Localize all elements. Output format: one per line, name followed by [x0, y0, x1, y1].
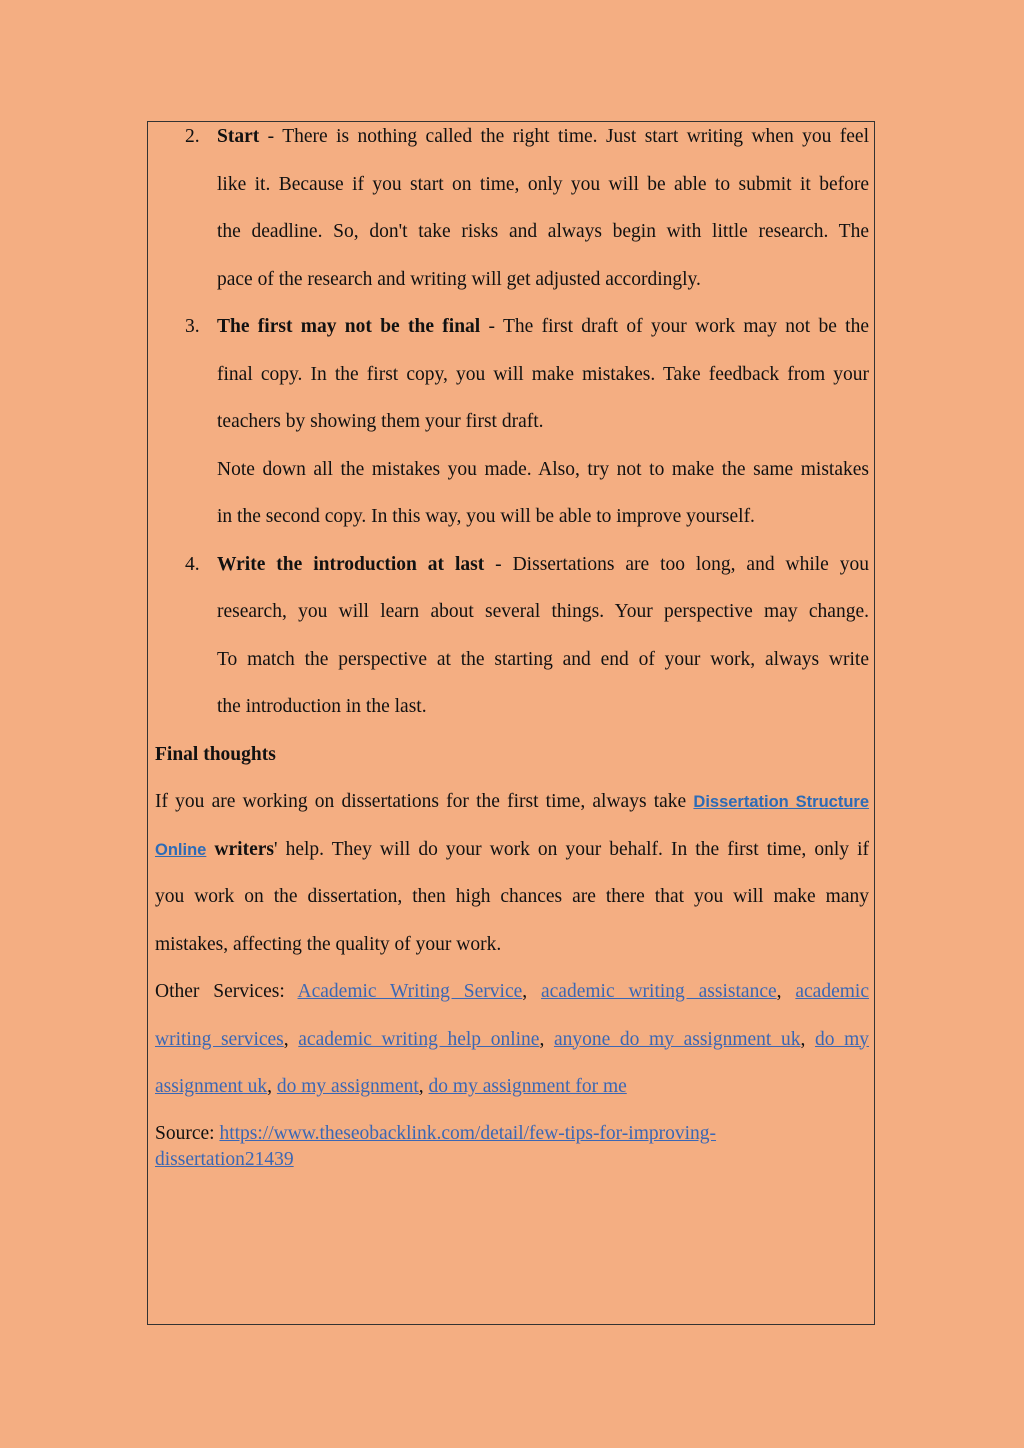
- service-link[interactable]: Academic Writing Service: [297, 981, 523, 1002]
- service-link[interactable]: anyone do my assignment uk: [553, 1028, 801, 1050]
- paragraph-line: Note down all the mistakes you made. Also, try not to make the same mistakes: [217, 458, 869, 480]
- bold-word: writers: [206, 838, 274, 860]
- section-heading: Final thoughts: [155, 743, 276, 765]
- paragraph-line: in the second copy. In this way, you will be able to improve yourself.: [217, 506, 755, 527]
- list-item-introduction: [155, 541, 869, 589]
- list-number: 3.: [185, 316, 200, 337]
- list-item-title: Start: [217, 126, 260, 147]
- other-services-label: Other Services:: [155, 981, 298, 1002]
- list-number: 4.: [185, 553, 200, 575]
- source-link-continued[interactable]: dissertation21439: [155, 1148, 294, 1170]
- paragraph-line: like it. Because if you start on time, only you will be able to submit it before: [217, 173, 869, 195]
- paragraph-line: research, you will learn about several things. Your perspective may change.: [217, 601, 869, 622]
- other-services-line: writing services, academic writing help online, anyone do my assignment uk, do my: [155, 1028, 870, 1050]
- service-link[interactable]: do my assignment: [276, 1076, 419, 1097]
- paragraph-line: the introduction in the last.: [217, 696, 427, 717]
- paragraph-line: you work on the dissertation, then high chances are there that you will make many: [155, 886, 869, 907]
- service-link[interactable]: assignment uk: [155, 1076, 268, 1097]
- list-item-title: The first may not be the final: [217, 316, 481, 337]
- paragraph-line: - There is nothing called the right time. Just start writing when you feel: [259, 126, 869, 147]
- list-item-start: [155, 113, 869, 161]
- paragraph-line: the deadline. So, don't take risks and always begin with little research. The: [217, 221, 869, 242]
- service-link[interactable]: academic writing assistance: [541, 981, 777, 1002]
- paragraph-line: final copy. In the first copy, you will make mistakes. Take feedback from your: [217, 363, 869, 385]
- document-body: [155, 113, 869, 1173]
- list-number: 2.: [185, 126, 200, 147]
- service-link[interactable]: academic: [795, 981, 869, 1002]
- dissertation-structure-link-continued[interactable]: Online: [155, 840, 207, 859]
- paragraph-line: To match the perspective at the starting and end of your work, always write: [217, 648, 869, 670]
- service-link[interactable]: do my assignment for me: [428, 1076, 627, 1097]
- paragraph-line: Online writers' help. They will do your work on your behalf. In the first time, only if: [155, 838, 869, 860]
- source-label: Source:: [155, 1122, 220, 1144]
- paragraph-line: mistakes, affecting the quality of your work.: [155, 933, 502, 955]
- dissertation-structure-link[interactable]: Dissertation Structure: [693, 793, 870, 811]
- other-services-line: Other Services: Academic Writing Service, academic writing assistance, academic: [155, 981, 869, 1002]
- paragraph-line: pace of the research and writing will get adjusted accordingly.: [217, 268, 701, 290]
- source-line: [155, 1121, 869, 1173]
- list-item-first-draft: [155, 303, 869, 351]
- paragraph-line: teachers by showing them your first draft.: [217, 411, 544, 432]
- service-link[interactable]: academic writing help online: [298, 1028, 540, 1050]
- service-link[interactable]: do my: [814, 1028, 870, 1050]
- other-services-line: assignment uk, do my assignment, do my assignment for me: [155, 1076, 627, 1097]
- paragraph-line: - Dissertations are too long, and while you: [484, 553, 869, 575]
- source-link[interactable]: https://www.theseobacklink.com/detail/few-tips-for-improving-: [219, 1122, 717, 1144]
- service-link[interactable]: writing services: [155, 1028, 284, 1050]
- list-item-title: Write the introduction at last: [217, 553, 485, 575]
- paragraph-line: If you are working on dissertations for the first time, always take Dissertation Structure: [155, 791, 870, 812]
- paragraph-line: - The first draft of your work may not be the: [480, 316, 869, 337]
